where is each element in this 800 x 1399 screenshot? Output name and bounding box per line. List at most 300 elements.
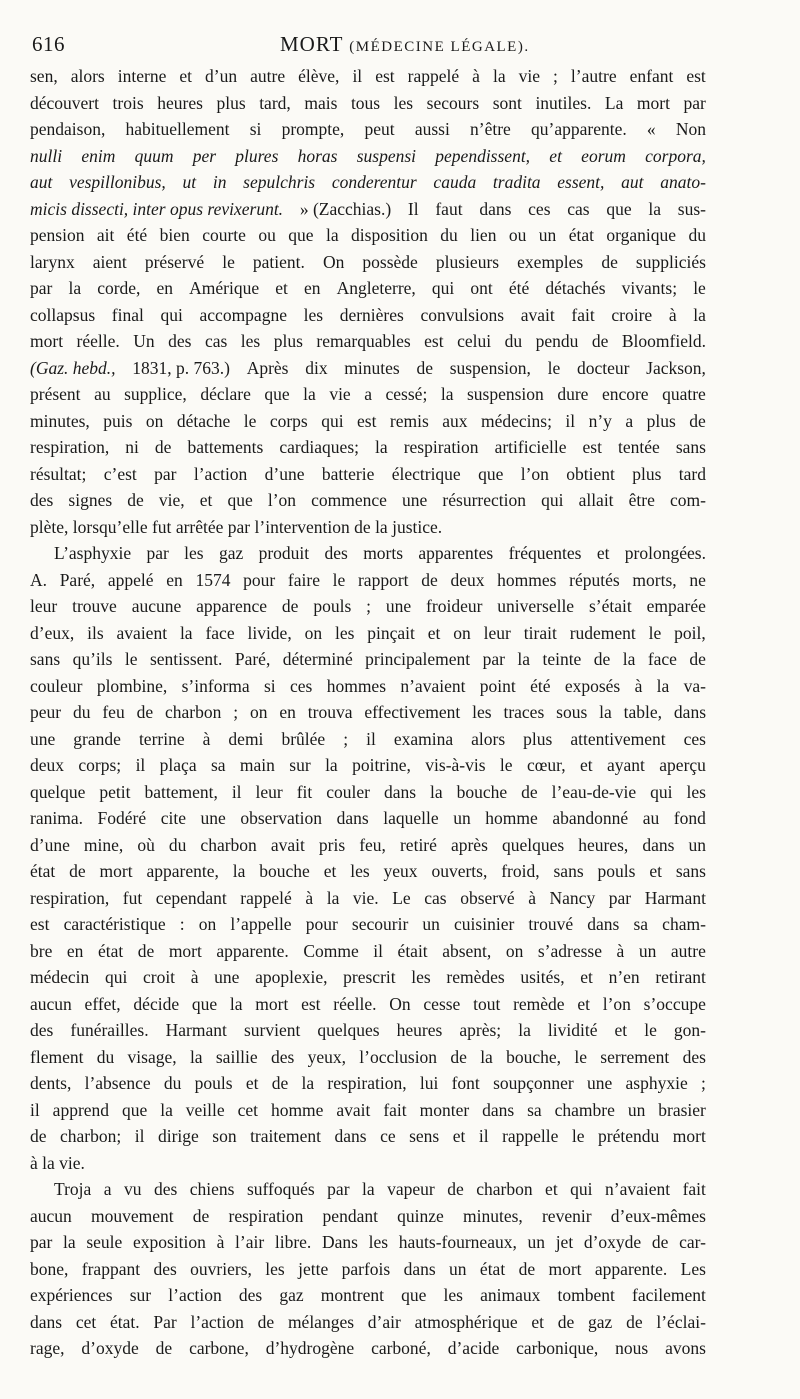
word: dure [557, 384, 589, 404]
word: par [227, 516, 251, 537]
word: remèdes [446, 967, 505, 987]
word: qui [160, 304, 183, 325]
word: des [30, 1020, 54, 1040]
word: table, [623, 702, 663, 722]
text-line [30, 275, 706, 302]
word: détache [176, 410, 231, 431]
word: de [521, 781, 538, 802]
word: corpora, [645, 145, 706, 166]
word: il [373, 940, 384, 961]
word: 1574 [195, 569, 231, 590]
word: dans [30, 1311, 63, 1332]
word: pouls [597, 861, 636, 881]
word: ne [689, 569, 706, 590]
word: fond [673, 808, 706, 828]
word: été [508, 278, 530, 298]
word: heures, [578, 834, 629, 855]
word: de [30, 1126, 47, 1146]
word: et [577, 993, 590, 1014]
word: aucune [131, 596, 182, 616]
word: en [66, 940, 84, 961]
word: ; [233, 702, 239, 722]
word: les [368, 1232, 389, 1252]
word: attentivement [570, 728, 666, 749]
word: avait [270, 834, 305, 855]
word: lorsqu’elle [72, 516, 148, 537]
word: ait [96, 225, 115, 245]
word: un [422, 914, 440, 934]
word: du [168, 834, 187, 855]
word: de [689, 410, 706, 431]
text-line [30, 487, 706, 514]
word: à [305, 887, 314, 908]
word: Le [392, 887, 411, 908]
word: après [450, 834, 488, 855]
word: carbone, [189, 1338, 249, 1358]
text-line [30, 1335, 706, 1362]
word: par [482, 649, 505, 669]
word: seule [86, 1232, 123, 1252]
word: la [325, 755, 338, 775]
word: sans [675, 861, 706, 881]
word: et [545, 1179, 558, 1199]
word: le [243, 410, 257, 431]
word: le [124, 649, 138, 669]
word: les [184, 543, 204, 563]
word: des [153, 1258, 177, 1279]
word: fut [122, 887, 143, 908]
word: la [622, 649, 636, 669]
word: que [191, 993, 218, 1014]
running-title-sub: (MÉDECINE LÉGALE). [349, 39, 530, 55]
word: qui [650, 781, 673, 802]
word: poil, [674, 622, 706, 643]
word: la [362, 1179, 375, 1199]
word: ont [470, 278, 493, 298]
word: par [608, 887, 632, 908]
word: bone, [30, 1258, 69, 1279]
word: vie [329, 384, 351, 404]
word: les [686, 781, 706, 802]
word: battements [187, 437, 264, 457]
word: les [240, 331, 261, 351]
word: trouvé [528, 914, 574, 934]
word: sa [633, 914, 649, 934]
word: tard, [259, 92, 291, 113]
word: minutes, [30, 410, 90, 431]
word: ranima. [30, 808, 83, 828]
word: résurrection [442, 490, 526, 510]
word: cessé; [385, 384, 428, 404]
word: un [688, 834, 706, 855]
word: ces [683, 728, 706, 749]
word: il [565, 410, 576, 431]
word: courte [202, 225, 246, 245]
word: la [63, 1232, 76, 1252]
word: laquelle [383, 808, 439, 828]
text-line [30, 143, 706, 170]
word: ouvriers, [190, 1258, 252, 1279]
word: allait [578, 490, 614, 510]
word: On [389, 993, 411, 1014]
word: apparence [196, 596, 268, 616]
word: de [354, 516, 371, 537]
word: apparente. [594, 1258, 668, 1279]
word: pouls [194, 1073, 233, 1093]
word: Paré, [234, 649, 271, 669]
word: s’occupe [643, 993, 706, 1014]
word: par [154, 463, 177, 484]
word: leur [255, 781, 283, 802]
word: par [146, 543, 169, 563]
word: Les [680, 1258, 706, 1279]
word: d’air [367, 1311, 401, 1332]
word: les [350, 861, 370, 881]
word: traitement [250, 1126, 322, 1146]
word: la [325, 225, 339, 245]
word: du [504, 331, 523, 351]
text-line [30, 673, 706, 700]
word: celui [457, 331, 492, 351]
running-title-main: MORT [280, 32, 344, 56]
word: heures [157, 92, 203, 113]
word: pendaison, [30, 119, 106, 139]
word: revenir [541, 1205, 592, 1226]
word: minutes [344, 357, 400, 378]
word: après; [459, 1020, 502, 1040]
word: visage, [127, 1046, 177, 1067]
word: sa [210, 755, 226, 775]
word: yeux, [307, 1046, 346, 1067]
word: appelé [107, 569, 154, 590]
word: Amérique [189, 278, 260, 298]
word: une [385, 596, 412, 616]
word: est [30, 914, 50, 934]
word: exemples [517, 251, 584, 272]
word: retirant [655, 967, 706, 987]
word: pour [305, 914, 338, 934]
word: Non [675, 119, 706, 139]
word: dans [642, 834, 675, 855]
word: plus [646, 410, 676, 431]
word: aux [442, 410, 468, 431]
text-line [30, 752, 706, 779]
word: chambre [554, 1099, 615, 1120]
word: le [693, 278, 706, 298]
word: réelle. [333, 993, 377, 1014]
word: et [596, 543, 610, 563]
word: d’acide [447, 1338, 500, 1358]
word: n’avaient [400, 675, 466, 696]
word: on [453, 622, 471, 643]
word: à [190, 967, 199, 987]
word: sus- [677, 198, 706, 219]
word: ou [258, 225, 276, 245]
word: deux [450, 569, 485, 590]
word: si [249, 119, 262, 139]
text-line [30, 63, 706, 90]
word: animaux [480, 1285, 541, 1305]
text-line [30, 381, 706, 408]
word: sans [675, 437, 706, 457]
word: rappelle [502, 1126, 559, 1146]
word: artificielle [494, 437, 567, 457]
word: présent [30, 384, 81, 404]
word: secourir [351, 914, 409, 934]
word: d’une [30, 834, 70, 855]
word: puis [103, 410, 133, 431]
word: car- [679, 1232, 706, 1252]
text-line [30, 355, 706, 382]
word: à [472, 66, 480, 86]
word: ou [508, 225, 527, 245]
text-line [30, 593, 706, 620]
word: avait [520, 304, 555, 325]
word: l’action [190, 1311, 244, 1332]
word: il [366, 728, 376, 749]
word: collapsus [30, 304, 96, 325]
word: de [127, 490, 144, 510]
word: Harmant [165, 1020, 227, 1040]
word: par [327, 1179, 350, 1199]
word: fut [151, 516, 172, 537]
word: sen, [30, 66, 58, 86]
word: la [648, 198, 662, 219]
word: face [205, 622, 235, 643]
page-header [30, 30, 770, 58]
word: ouverts, [431, 861, 488, 881]
word: nulli [30, 145, 63, 166]
text-line [30, 1017, 706, 1044]
word: disposition [351, 225, 428, 245]
word: de [69, 861, 86, 881]
word: abandonné [552, 808, 629, 828]
word: remis [389, 410, 429, 431]
word: brasier [658, 1099, 706, 1120]
word: d’oxyde [81, 1338, 139, 1358]
word: tradita [492, 172, 541, 192]
word: de [450, 1046, 467, 1067]
word: vis-à-vis [425, 755, 486, 775]
word: demi [228, 728, 264, 749]
word: et [179, 66, 193, 86]
word: état [568, 225, 594, 245]
word: bouche, [506, 1046, 562, 1067]
word: Par [153, 1311, 177, 1332]
word: faire [287, 569, 320, 590]
word: que [478, 463, 504, 484]
word: respiration [403, 437, 479, 457]
word: face [647, 649, 677, 669]
word: un [453, 808, 471, 828]
word: d’eux, [30, 622, 75, 643]
word: état [97, 940, 124, 961]
word: en [303, 278, 321, 298]
word: la [303, 384, 316, 404]
text-line [30, 1150, 706, 1177]
word: des [168, 331, 192, 351]
word: et [427, 622, 441, 643]
word: feu, [359, 834, 386, 855]
word: aut [621, 172, 644, 192]
word: mine, [83, 834, 124, 855]
word: effectivement [364, 702, 461, 722]
word: Troja [54, 1179, 92, 1199]
word: cet [237, 1099, 258, 1120]
text-line [30, 1123, 706, 1150]
word: la [326, 887, 340, 908]
word: que [121, 1099, 148, 1120]
word: hommes [497, 569, 557, 590]
word: la [599, 702, 612, 722]
word: une [200, 808, 226, 828]
word: sepulchris [243, 172, 316, 192]
word: apparentes [418, 543, 494, 563]
word: carboné, [371, 1338, 431, 1358]
word: de [591, 331, 609, 351]
word: funérailles. [70, 1020, 149, 1040]
text-line [30, 646, 706, 673]
word: est [424, 331, 444, 351]
word: du [163, 1073, 182, 1093]
text-line [30, 938, 706, 965]
word: n’être [470, 119, 511, 139]
word: Après [246, 357, 289, 378]
word: suspension, [449, 357, 531, 378]
word: s’était [588, 596, 632, 616]
word: plus [273, 331, 303, 351]
word: d’une [264, 463, 305, 484]
word: on [304, 622, 323, 643]
word: de [447, 1179, 464, 1199]
word: gaz [279, 1285, 304, 1305]
word: ; [553, 66, 558, 86]
word: de [257, 1311, 275, 1332]
word: de [281, 596, 299, 616]
word: avons [665, 1338, 706, 1358]
word: l’action [193, 463, 248, 484]
word: quum [134, 145, 174, 166]
word: heures [396, 1020, 443, 1040]
word: charbon [165, 702, 222, 722]
word: des [270, 1046, 295, 1067]
word: est [686, 66, 706, 86]
word: survient [243, 1020, 301, 1040]
word: les [265, 1258, 285, 1279]
word: la [656, 675, 670, 696]
text-line [30, 222, 706, 249]
word: feu [102, 702, 125, 722]
word: par [30, 278, 53, 298]
word: teinte [542, 649, 582, 669]
word: que [264, 384, 290, 404]
word: effet, [84, 993, 121, 1014]
word: dernières [339, 304, 404, 325]
word: asphyxie [625, 1073, 688, 1093]
word: vie. [352, 887, 379, 908]
word: le [644, 1020, 657, 1040]
word: sa [527, 1099, 542, 1120]
word: chiens [189, 1179, 235, 1199]
word: vie. [59, 1152, 85, 1173]
word: que [288, 225, 314, 245]
text-line [30, 1176, 706, 1203]
word: flement [30, 1046, 84, 1067]
word: « [646, 119, 656, 139]
word: c’est [103, 463, 137, 484]
word: mort [672, 1126, 706, 1146]
word: charbon; [60, 1126, 122, 1146]
word: à [30, 1152, 38, 1173]
word: ces [528, 198, 551, 219]
word: fit [296, 781, 313, 802]
word: alors [471, 728, 506, 749]
word: quelques [317, 1020, 380, 1040]
word: en [279, 702, 296, 722]
word: peut [364, 119, 395, 139]
word: emparée [646, 596, 706, 616]
word: est [375, 66, 395, 86]
word: rapport [357, 569, 409, 590]
word: facilement [632, 1285, 706, 1305]
word: le [648, 622, 662, 643]
word: plus [632, 463, 662, 484]
word: la [375, 516, 388, 537]
word: plures [235, 145, 279, 166]
word: vie [518, 66, 541, 86]
word: suppliciés [635, 251, 706, 272]
word: des [324, 543, 348, 563]
word: frappant [81, 1258, 141, 1279]
word: caractéristique [63, 914, 166, 934]
word: sens [409, 1126, 440, 1146]
word: l’appelle [230, 914, 292, 934]
word: quelque [30, 781, 86, 802]
word: croire [611, 304, 653, 325]
word: n’en [608, 967, 640, 987]
word: de [136, 702, 154, 722]
word: une [402, 490, 428, 510]
word: n’y [588, 410, 612, 431]
word: que [606, 198, 632, 219]
word: au [642, 808, 660, 828]
word: de [651, 1232, 669, 1252]
word: on [145, 410, 164, 431]
word: sous [556, 702, 588, 722]
word: le [332, 569, 346, 590]
word: et [614, 1020, 628, 1040]
text-line [30, 858, 706, 885]
word: cet [75, 1311, 97, 1332]
word: et [199, 490, 213, 510]
word: fait [383, 1099, 407, 1120]
word: par [30, 1232, 53, 1252]
word: la [440, 384, 454, 404]
word: aut [30, 172, 53, 192]
word: être [628, 490, 655, 510]
word: du [688, 225, 706, 245]
word: plusieurs [435, 251, 500, 272]
word: arrêtée [175, 516, 224, 537]
word: un [638, 940, 657, 961]
word: obtient [566, 463, 615, 484]
word: la [301, 1073, 315, 1093]
word: serrement [600, 1046, 670, 1067]
word: mort [548, 1258, 582, 1279]
word: Bloomfield. [621, 331, 706, 351]
word: d’oxyde [583, 1232, 642, 1252]
word: la [160, 1099, 173, 1120]
